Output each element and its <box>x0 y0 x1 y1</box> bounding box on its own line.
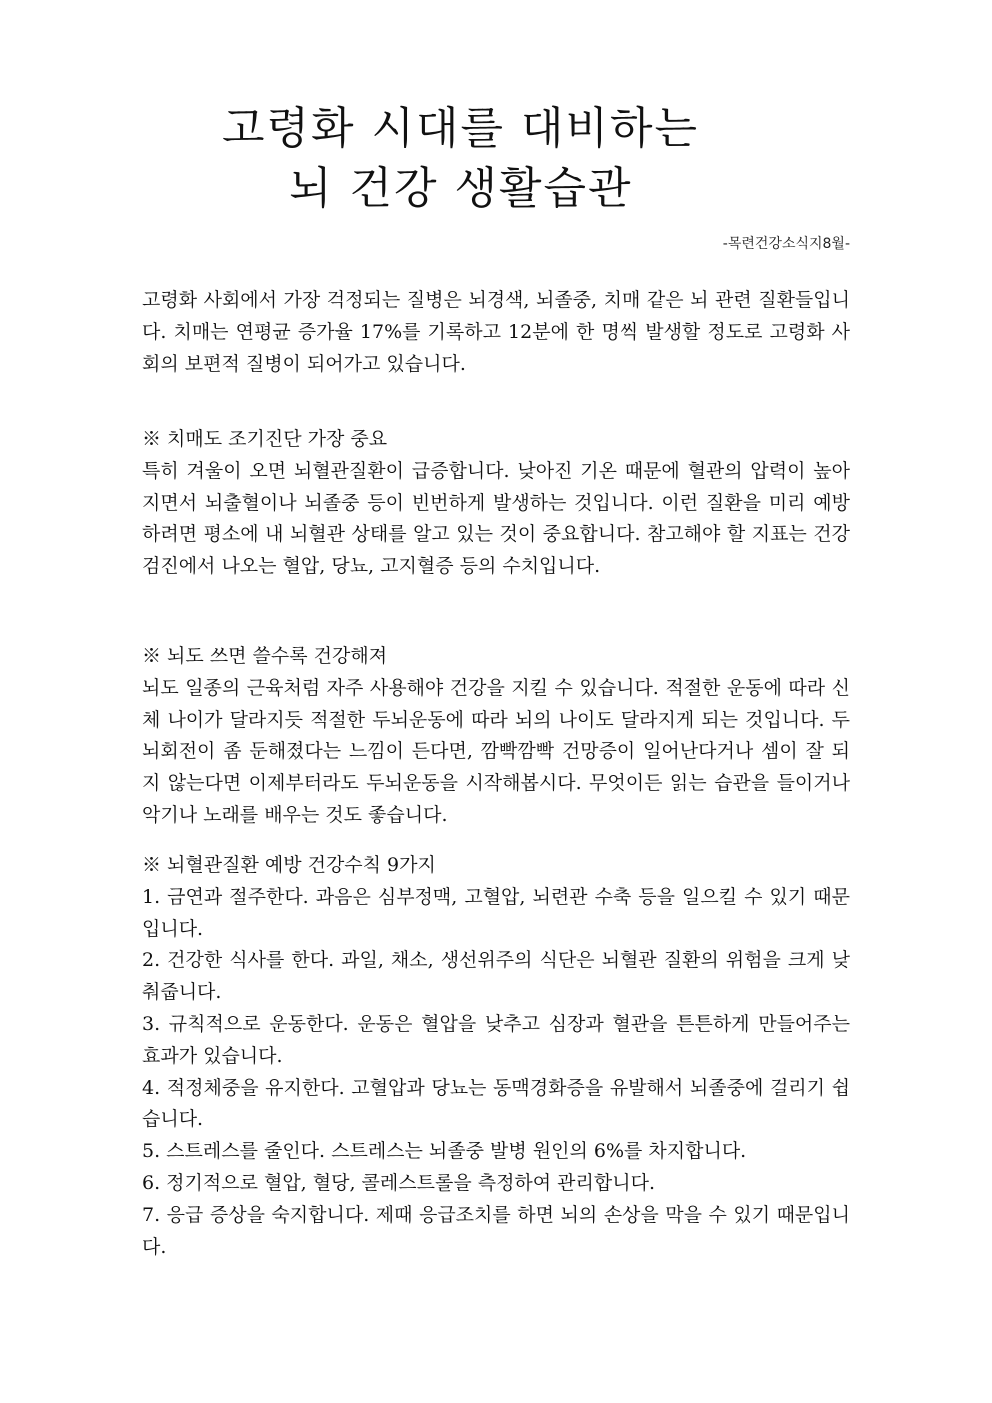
section-heading: ※ 뇌혈관질환 예방 건강수칙 9가지 <box>142 854 436 876</box>
section-brain-exercise <box>142 641 850 832</box>
section-heading: ※ 뇌도 쓰면 쓸수록 건강해져 <box>142 645 388 667</box>
list-item: 3. 규칙적으로 운동한다. 운동은 혈압을 낮추고 심장과 혈관을 튼튼하게 만들어주는 효과가 있습니다. <box>142 1012 850 1067</box>
list-item: 4. 적정체중을 유지한다. 고혈압과 당뇨는 동맥경화증을 유발해서 뇌졸중에 걸리기 쉽습니다. <box>142 1076 850 1131</box>
section-body: 특히 겨울이 오면 뇌혈관질환이 급증합니다. 낮아진 기온 때문에 혈관의 압력이 높아지면서 뇌출혈이나 뇌졸중 등이 빈번하게 발생하는 것입니다. 이런 질환을 미리 예방하려면 평소에 내 뇌혈관 상태를 알고 있는 것이 중요합니다. 참고해야 할 지표는 건강검진에서 나오는 혈압, 당뇨, 고지혈증 등의 수치입니다. <box>142 459 850 578</box>
list-item: 7. 응급 증상을 숙지합니다. 제때 응급조치를 하면 뇌의 손상을 막을 수 있기 때문입니다. <box>142 1203 850 1258</box>
intro-text: 고령화 사회에서 가장 걱정되는 질병은 뇌경색, 뇌졸중, 치매 같은 뇌 관련 질환들입니다. 치매는 연평균 증가율 17%를 기록하고 12분에 한 명씩 발생할 정도로 고령화 사회의 보편적 질병이 되어가고 있습니다. <box>142 289 850 375</box>
list-item: 6. 정기적으로 혈압, 혈당, 콜레스트롤을 측정하여 관리합니다. <box>142 1171 655 1194</box>
section-heading: ※ 치매도 조기진단 가장 중요 <box>142 428 388 450</box>
title-line-1: 고령화 시대를 대비하는 <box>222 103 700 154</box>
title-line-2: 뇌 건강 생활습관 <box>289 163 633 214</box>
section-body: 뇌도 일종의 근육처럼 자주 사용해야 건강을 지킬 수 있습니다. 적절한 운동에 따라 신체 나이가 달라지듯 적절한 두뇌운동에 따라 뇌의 나이도 달라지게 되는 것입니다. 두뇌회전이 좀 둔해졌다는 느낌이 든다면, 깜빡깜빡 건망증이 일어난다거나 셈이 잘 되지 않는다면 이제부터라도 두뇌운동을 시작해봅시다. 무엇이든 읽는 습관을 들이거나 악기나 노래를 배우는 것도 좋습니다. <box>142 676 850 826</box>
list-item: 5. 스트레스를 줄인다. 스트레스는 뇌졸중 발병 원인의 6%를 차지합니다. <box>142 1140 747 1163</box>
source-note: -목련건강소식지8월- <box>722 236 850 252</box>
list-item: 2. 건강한 식사를 한다. 과일, 채소, 생선위주의 식단은 뇌혈관 질환의 위험을 크게 낮춰줍니다. <box>142 949 850 1004</box>
list-item: 1. 금연과 절주한다. 과음은 심부정맥, 고혈압, 뇌련관 수축 등을 일으킬 수 있기 때문입니다. <box>142 885 850 940</box>
section-early-diagnosis <box>142 424 850 583</box>
section-prevention-rules <box>142 850 850 1263</box>
intro-paragraph <box>142 285 850 380</box>
